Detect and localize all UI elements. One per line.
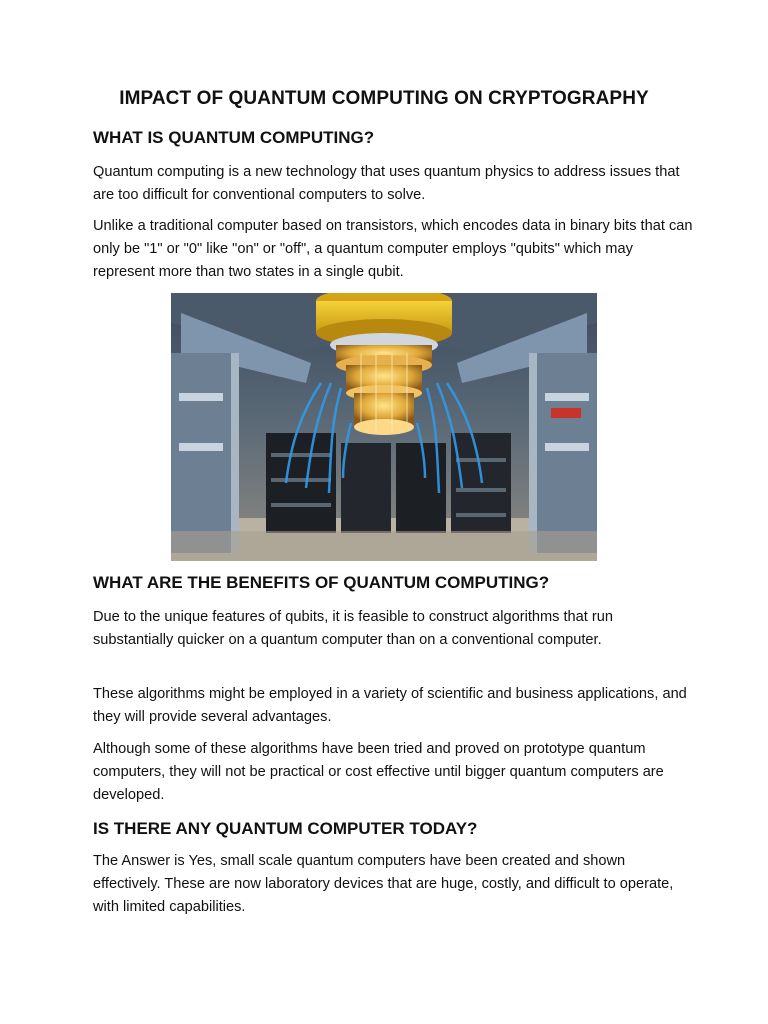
quantum-computer-photo: [171, 293, 597, 561]
section-heading-benefits: WHAT ARE THE BENEFITS OF QUANTUM COMPUTING?: [93, 573, 550, 592]
section-heading-what-is: WHAT IS QUANTUM COMPUTING?: [93, 128, 375, 147]
paragraph: Quantum computing is a new technology that uses quantum physics to address issues that are too difficult for conventional computers to solve.: [93, 164, 680, 203]
paragraph: Due to the unique features of qubits, it is feasible to construct algorithms that run substantially quicker on a quantum computer than on a conventional computer.: [93, 609, 613, 648]
paragraph: Although some of these algorithms have been tried and proved on prototype quantum computers, they will not be practical or cost effective until bigger quantum computers are developed.: [93, 741, 664, 803]
paragraph: These algorithms might be employed in a variety of scientific and business applications, and they will provide several advantages.: [93, 686, 687, 725]
document-title: IMPACT OF QUANTUM COMPUTING ON CRYPTOGRAPHY: [119, 88, 649, 109]
paragraph: The Answer is Yes, small scale quantum computers have been created and shown effectively. These are now laboratory devices that are huge, costly, and difficult to operate, with limited capabilities.: [93, 853, 674, 915]
paragraph: Unlike a traditional computer based on transistors, which encodes data in binary bits that can only be "1" or "0" like "on" or "off", a quantum computer employs "qubits" which may represent more than two states in a single qubit.: [93, 218, 693, 280]
section-heading-today: IS THERE ANY QUANTUM COMPUTER TODAY?: [93, 819, 478, 838]
